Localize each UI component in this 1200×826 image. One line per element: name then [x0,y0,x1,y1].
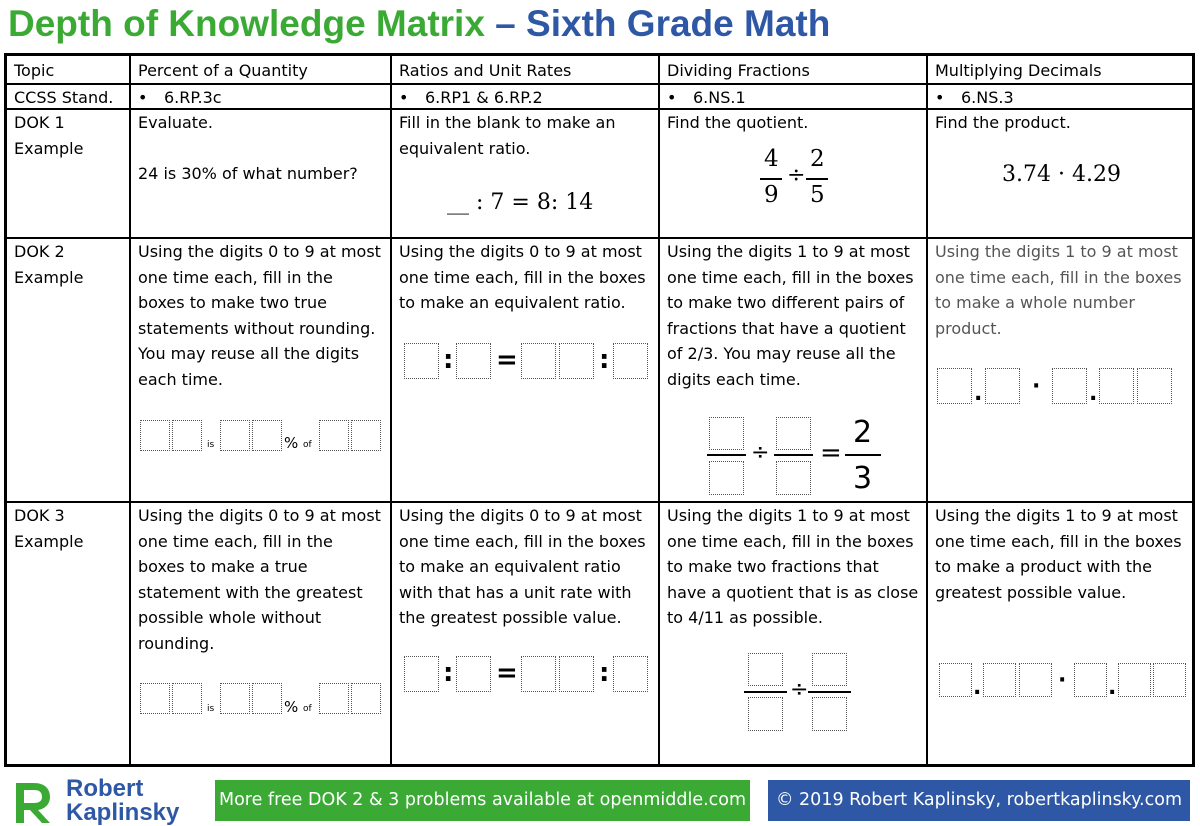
answer-box[interactable] [937,368,972,404]
dok2-ratios [392,237,658,501]
equals-sign: = [820,438,842,468]
decimal-point: . [973,675,982,700]
equals-sign: = [496,658,518,688]
dok1-percent [131,108,390,237]
row-label-topic [7,56,129,83]
answer-box[interactable] [1137,368,1172,404]
answer-box[interactable] [776,417,811,450]
topic-fractions: Dividing Fractions [667,61,810,80]
dok1-problem: 24 is 30% of what number? [138,163,358,183]
fraction-numerator: 4 [764,146,779,172]
divide-sign: ÷ [790,677,809,702]
colon-sign: : [599,345,610,375]
answer-box[interactable] [985,368,1020,404]
dok2-text: Using the digits 0 to 9 at most one time each, fill in the boxes to make two true statements without rounding. You may reuse all the digits each time. [138,242,381,389]
answer-box[interactable] [351,683,381,714]
row-label-text: Topic [14,61,55,80]
standard-text: 6.RP1 & 6.RP.2 [425,88,543,107]
answer-box[interactable] [748,697,783,731]
row-label-standard [7,83,129,108]
row-label-dok3 [7,501,129,764]
row-label-text: DOK 2 [14,242,65,261]
answer-box[interactable] [613,343,648,379]
multiply-dot: · [1058,668,1067,693]
fraction-bar [744,691,787,693]
topic-percent: Percent of a Quantity [138,61,308,80]
answer-box[interactable] [559,656,594,692]
standard-decimals [928,83,1192,108]
dok2-text: Using the digits 1 to 9 at most one time each, fill in the boxes to make two different pairs of fractions that have a quotient of 2/3. You may reuse all the digits each time. [667,242,914,389]
topic-decimals: Multiplying Decimals [935,61,1102,80]
answer-box[interactable] [521,343,556,379]
dok1-prompt: Fill in the blank to make an equivalent ratio. [399,113,616,158]
logo-text [66,777,179,825]
answer-box[interactable] [1052,368,1087,404]
standard-text: 6.RP.3c [164,88,222,107]
bullet: • [667,88,677,107]
answer-box[interactable] [252,420,282,451]
dok3-decimals [928,501,1192,764]
answer-box[interactable] [1118,663,1151,697]
answer-box[interactable] [220,420,250,451]
result-denominator: 3 [853,461,873,496]
page-title [8,2,830,48]
dok1-product-problem: 3.74 · 4.29 [1002,162,1121,187]
answer-box[interactable] [319,683,349,714]
standard-fractions [660,83,926,108]
answer-box[interactable] [351,420,381,451]
colon-sign: : [599,658,610,688]
standard-text: 6.NS.3 [961,88,1014,107]
rk-logo-icon [12,781,56,825]
fraction-numerator: 2 [810,146,825,172]
row-label-dok1 [7,108,129,237]
dok2-text: Using the digits 0 to 9 at most one time each, fill in the boxes to make an equivalent ratio. [399,242,646,312]
percent-sign: % [284,434,299,452]
answer-box[interactable] [776,461,811,495]
fraction-bar [808,691,851,693]
answer-box[interactable] [140,683,170,714]
dok1-ratios [392,108,658,237]
row-label-text: DOK 1 [14,113,65,132]
answer-box[interactable] [709,461,744,495]
fraction-bar [760,178,782,180]
answer-box[interactable] [172,420,202,451]
answer-box[interactable] [709,417,744,450]
decimal-point: . [1108,675,1117,700]
standard-ratios [392,83,658,108]
colon-sign: : [443,658,454,688]
answer-box[interactable] [521,656,556,692]
decimal-point: . [1089,381,1098,406]
dok2-percent [131,237,390,501]
answer-box[interactable] [812,697,847,731]
dok1-prompt: Find the quotient. [667,113,809,132]
fraction-bar [707,454,746,456]
fraction-denominator: 5 [810,182,825,208]
word-of: of [303,704,312,714]
answer-box[interactable] [252,683,282,714]
answer-box[interactable] [172,683,202,714]
openmiddle-banner[interactable]: More free DOK 2 & 3 problems available at openmiddle.com [215,780,750,821]
dok3-ratios [392,501,658,764]
dok2-fractions [660,237,926,501]
colon-sign: : [443,345,454,375]
dok3-fractions [660,501,926,764]
word-is: is [207,440,215,450]
row-label-text: Example [14,267,84,287]
footer-logo[interactable] [8,775,198,826]
fraction-bar [774,454,813,456]
topic-ratios: Ratios and Unit Rates [399,61,572,80]
dok3-text: Using the digits 1 to 9 at most one time each, fill in the boxes to make two fractions that have a quotient that is as close to 4/11 as possible. [667,506,919,627]
copyright-banner[interactable]: © 2019 Robert Kaplinsky, robertkaplinsky.com [768,780,1190,821]
answer-box[interactable] [748,653,783,686]
logo-line: Robert [66,775,144,802]
divide-sign: ÷ [787,163,806,188]
equals-sign: = [496,345,518,375]
word-of: of [303,440,312,450]
answer-box[interactable] [983,663,1016,697]
row-label-text: CCSS Stand. [14,88,114,107]
answer-box[interactable] [1074,663,1107,697]
percent-sign: % [284,698,299,716]
answer-box[interactable] [404,343,439,379]
standard-percent [131,83,390,108]
word-is: is [207,704,215,714]
fraction-denominator: 9 [764,182,779,208]
result-numerator: 2 [853,415,873,450]
row-label-text: Example [14,531,84,551]
dok2-text: Using the digits 1 to 9 at most one time each, fill in the boxes to make a whole number product. [935,242,1182,338]
title-green: Depth of Knowledge Matrix [8,3,485,44]
answer-box[interactable] [1153,663,1186,697]
answer-box[interactable] [319,420,349,451]
answer-box[interactable] [456,656,491,692]
row-label-text: Example [14,138,84,158]
dok1-fractions [660,108,926,237]
title-dash: – [484,3,527,44]
dok3-text: Using the digits 0 to 9 at most one time each, fill in the boxes to make a true statement with the greatest possible whole without rounding. [138,506,381,653]
fraction-bar [806,178,828,180]
dok2-decimals [928,237,1192,501]
dok3-text: Using the digits 1 to 9 at most one time each, fill in the boxes to make a product with the greatest possible value. [935,506,1182,602]
logo-line: Kaplinsky [66,799,180,826]
answer-box[interactable] [1019,663,1052,697]
answer-box[interactable] [939,663,972,697]
dok-matrix-table [4,53,1195,767]
bullet: • [138,88,148,107]
decimal-point: . [974,381,983,406]
dok1-decimals [928,108,1192,237]
dok3-text: Using the digits 0 to 9 at most one time each, fill in the boxes to make an equivalent ratio with that has a unit rate with the greatest possible value. [399,506,646,627]
row-label-text: DOK 3 [14,506,65,525]
bullet: • [399,88,409,107]
dok1-ratio-problem: __ : 7 = 8: 14 [447,190,594,215]
standard-text: 6.NS.1 [693,88,746,107]
answer-box[interactable] [812,653,847,686]
multiply-dot: · [1032,374,1041,399]
dok3-percent [131,501,390,764]
answer-box[interactable] [1099,368,1134,404]
answer-box[interactable] [220,683,250,714]
answer-box[interactable] [140,420,170,451]
answer-box[interactable] [456,343,491,379]
fraction-bar [845,454,881,456]
dok1-prompt: Evaluate. [138,113,213,132]
bullet: • [935,88,945,107]
title-blue: Sixth Grade Math [526,3,831,44]
answer-box[interactable] [404,656,439,692]
answer-box[interactable] [559,343,594,379]
dok1-prompt: Find the product. [935,113,1071,132]
row-label-dok2 [7,237,129,501]
answer-box[interactable] [613,656,648,692]
divide-sign: ÷ [751,440,770,465]
